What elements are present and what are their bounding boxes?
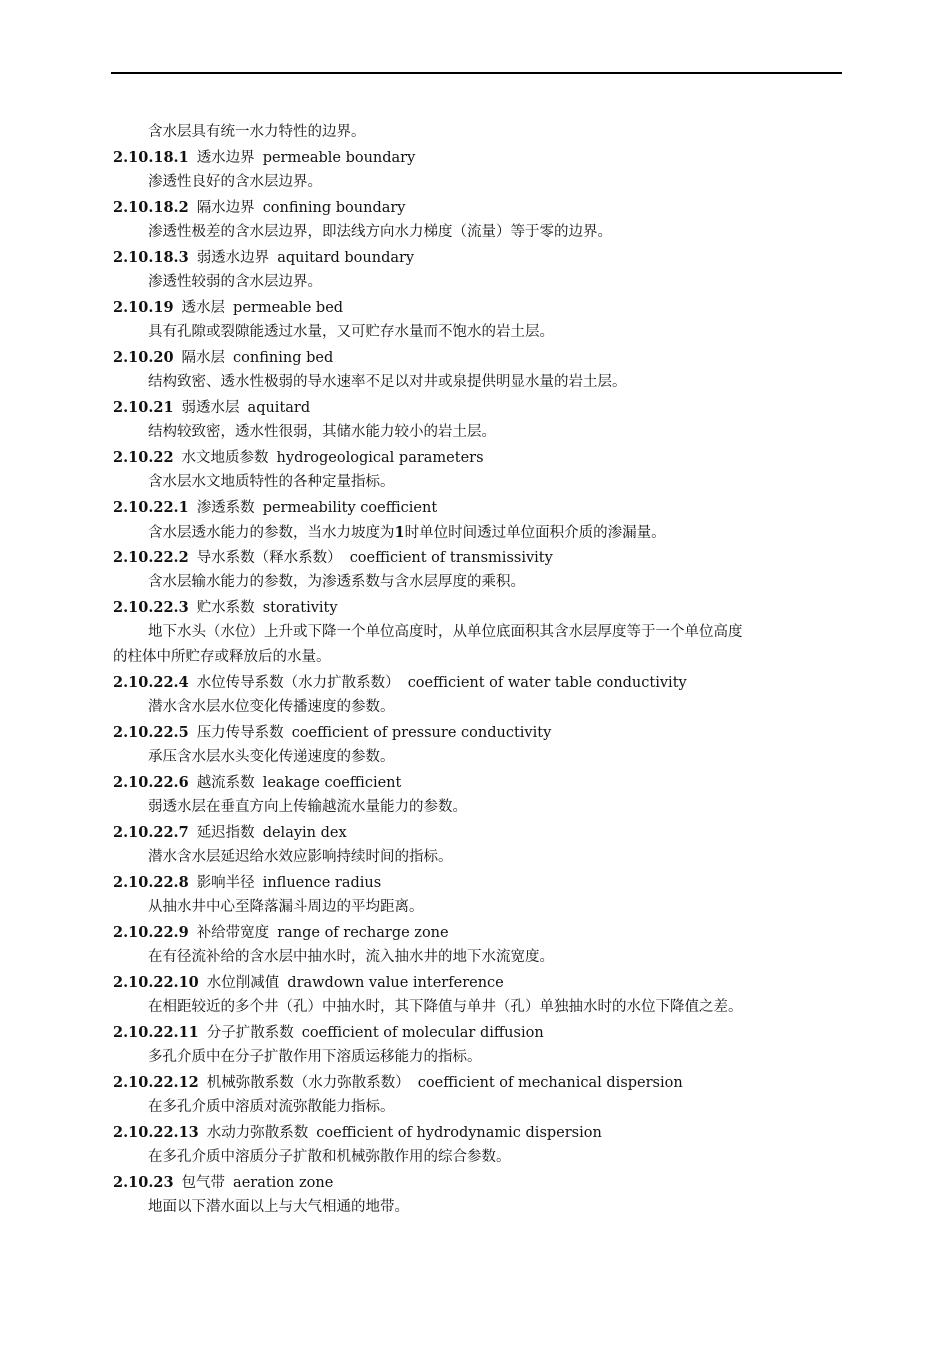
term-heading (113, 145, 845, 170)
term-heading (113, 820, 845, 845)
term-english: coefficient of mechanical dispersion (417, 1075, 683, 1091)
term-english: aquitard boundary (277, 250, 415, 266)
term-chinese: 导水系数（释水系数） (196, 550, 342, 566)
definition-text: 结构较致密，透水性很弱，其储水能力较小的岩土层。 (148, 424, 496, 440)
term-number: 2.10.22.7 (113, 824, 189, 841)
term-definition (113, 420, 845, 445)
definition-text: 含水层输水能力的参数，为渗透系数与含水层厚度的乘积。 (148, 574, 525, 590)
term-definition (113, 220, 845, 245)
term-definition (113, 1095, 845, 1120)
term-heading (113, 295, 845, 320)
term-heading (113, 970, 845, 995)
definition-text: 在多孔介质中溶质分子扩散和机械弥散作用的综合参数。 (148, 1149, 511, 1165)
definition-text: 含水层水文地质特性的各种定量指标。 (148, 474, 395, 490)
term-chinese: 补给带宽度 (196, 925, 270, 941)
term-number: 2.10.23 (113, 1174, 174, 1191)
document-body (113, 120, 845, 1220)
term-heading (113, 545, 845, 570)
term-definition (113, 1195, 845, 1220)
definition-text: 渗透性极差的含水层边界，即法线方向水力梯度（流量）等于零的边界。 (148, 224, 612, 240)
term-number: 2.10.22 (113, 449, 174, 466)
term-chinese: 弱透水层 (181, 400, 240, 416)
term-english: delayin dex (262, 825, 347, 841)
definition-text: 的柱体中所贮存或释放后的水量。 (113, 649, 331, 665)
term-english: hydrogeological parameters (276, 450, 484, 466)
term-definition (113, 520, 845, 545)
term-chinese: 水位削减值 (206, 975, 280, 991)
term-definition (113, 795, 845, 820)
term-chinese: 延迟指数 (196, 825, 255, 841)
term-heading (113, 595, 845, 620)
term-chinese: 分子扩散系数 (206, 1025, 294, 1041)
term-definition (113, 270, 845, 295)
term-heading (113, 495, 845, 520)
term-chinese: 越流系数 (196, 775, 255, 791)
term-english: aquitard (247, 400, 311, 416)
term-chinese: 贮水系数 (196, 600, 255, 616)
term-heading (113, 345, 845, 370)
term-heading (113, 770, 845, 795)
term-number: 2.10.18.1 (113, 149, 189, 166)
term-chinese: 隔水层 (181, 350, 226, 366)
definition-text: 弱透水层在垂直方向上传输越流水量能力的参数。 (148, 799, 467, 815)
term-number: 2.10.19 (113, 299, 174, 316)
header-rule (111, 72, 842, 74)
term-definition (113, 845, 845, 870)
definition-text: 在相距较近的多个井（孔）中抽水时，其下降值与单井（孔）单独抽水时的水位下降值之差。 (148, 999, 743, 1015)
definition-text: 具有孔隙或裂隙能透过水量，又可贮存水量而不饱水的岩土层。 (148, 324, 554, 340)
term-english: storativity (262, 600, 338, 616)
term-number: 2.10.22.6 (113, 774, 189, 791)
term-chinese: 水位传导系数（水力扩散系数） (196, 675, 400, 691)
term-definition (113, 745, 845, 770)
term-definition (113, 470, 845, 495)
definition-text: 时单位时间透过单位面积介质的渗漏量。 (404, 525, 666, 541)
term-number: 2.10.22.5 (113, 724, 189, 741)
term-number: 2.10.20 (113, 349, 174, 366)
term-definition (113, 1145, 845, 1170)
term-english: confining boundary (262, 200, 406, 216)
term-english: drawdown value interference (287, 975, 504, 991)
term-heading (113, 870, 845, 895)
term-definition (113, 320, 845, 345)
term-english: permeability coefficient (262, 500, 438, 516)
term-heading (113, 445, 845, 470)
term-chinese: 透水边界 (196, 150, 255, 166)
term-number: 2.10.22.9 (113, 924, 189, 941)
term-heading (113, 245, 845, 270)
term-chinese: 弱透水边界 (196, 250, 270, 266)
definition-text: 地面以下潜水面以上与大气相通的地带。 (148, 1199, 409, 1215)
term-number: 2.10.18.2 (113, 199, 189, 216)
term-english: coefficient of molecular diffusion (301, 1025, 544, 1041)
term-definition (113, 170, 845, 195)
term-chinese: 渗透系数 (196, 500, 255, 516)
definition-text: 潜水含水层水位变化传播速度的参数。 (148, 699, 395, 715)
term-english: influence radius (262, 875, 382, 891)
term-number: 2.10.22.8 (113, 874, 189, 891)
term-chinese: 透水层 (181, 300, 226, 316)
definition-continuation (113, 645, 845, 670)
term-english: coefficient of water table conductivity (407, 675, 687, 691)
term-definition (113, 895, 845, 920)
term-english: coefficient of pressure conductivity (291, 725, 552, 741)
definition-text: 在有径流补给的含水层中抽水时，流入抽水井的地下水流宽度。 (148, 949, 554, 965)
term-definition (113, 695, 845, 720)
term-number: 2.10.22.2 (113, 549, 189, 566)
definition-text: 潜水含水层延迟给水效应影响持续时间的指标。 (148, 849, 453, 865)
term-definition (113, 945, 845, 970)
term-heading (113, 1070, 845, 1095)
term-chinese: 水动力弥散系数 (206, 1125, 309, 1141)
term-chinese: 水文地质参数 (181, 450, 269, 466)
term-chinese: 隔水边界 (196, 200, 255, 216)
term-definition (113, 570, 845, 595)
term-number: 2.10.22.4 (113, 674, 189, 691)
term-number: 2.10.22.13 (113, 1124, 199, 1141)
term-definition (113, 1045, 845, 1070)
term-heading (113, 670, 845, 695)
term-heading (113, 1170, 845, 1195)
definition-number: 1 (394, 524, 405, 541)
definition-text: 地下水头（水位）上升或下降一个单位高度时，从单位底面积其含水层厚度等于一个单位高度 (148, 624, 743, 640)
term-heading (113, 1120, 845, 1145)
term-chinese: 机械弥散系数（水力弥散系数） (206, 1075, 410, 1091)
term-number: 2.10.22.12 (113, 1074, 199, 1091)
definition-text: 在多孔介质中溶质对流弥散能力指标。 (148, 1099, 395, 1115)
definition-text: 渗透性良好的含水层边界。 (148, 174, 322, 190)
term-english: leakage coefficient (262, 775, 402, 791)
term-heading (113, 1020, 845, 1045)
term-number: 2.10.22.11 (113, 1024, 199, 1041)
term-definition (113, 120, 845, 145)
definition-text: 多孔介质中在分子扩散作用下溶质运移能力的指标。 (148, 1049, 482, 1065)
term-heading (113, 195, 845, 220)
term-heading (113, 720, 845, 745)
definition-text: 结构致密、透水性极弱的导水速率不足以对井或泉提供明显水量的岩土层。 (148, 374, 627, 390)
term-definition (113, 995, 845, 1020)
term-english: permeable boundary (262, 150, 416, 166)
term-chinese: 包气带 (181, 1175, 226, 1191)
term-english: aeration zone (233, 1175, 334, 1191)
definition-text: 含水层透水能力的参数，当水力坡度为 (148, 525, 395, 541)
term-number: 2.10.18.3 (113, 249, 189, 266)
term-english: confining bed (233, 350, 334, 366)
definition-text: 渗透性较弱的含水层边界。 (148, 274, 322, 290)
term-number: 2.10.22.1 (113, 499, 189, 516)
term-chinese: 影响半径 (196, 875, 255, 891)
term-number: 2.10.22.10 (113, 974, 199, 991)
term-number: 2.10.22.3 (113, 599, 189, 616)
term-english: permeable bed (233, 300, 344, 316)
term-definition (113, 620, 845, 645)
definition-text: 承压含水层水头变化传递速度的参数。 (148, 749, 395, 765)
term-heading (113, 920, 845, 945)
definition-text: 从抽水井中心至降落漏斗周边的平均距离。 (148, 899, 424, 915)
term-heading (113, 395, 845, 420)
term-english: coefficient of transmissivity (349, 550, 553, 566)
term-definition (113, 370, 845, 395)
term-english: range of recharge zone (277, 925, 449, 941)
definition-text: 含水层具有统一水力特性的边界。 (148, 124, 366, 140)
term-number: 2.10.21 (113, 399, 174, 416)
term-english: coefficient of hydrodynamic dispersion (316, 1125, 602, 1141)
term-chinese: 压力传导系数 (196, 725, 284, 741)
